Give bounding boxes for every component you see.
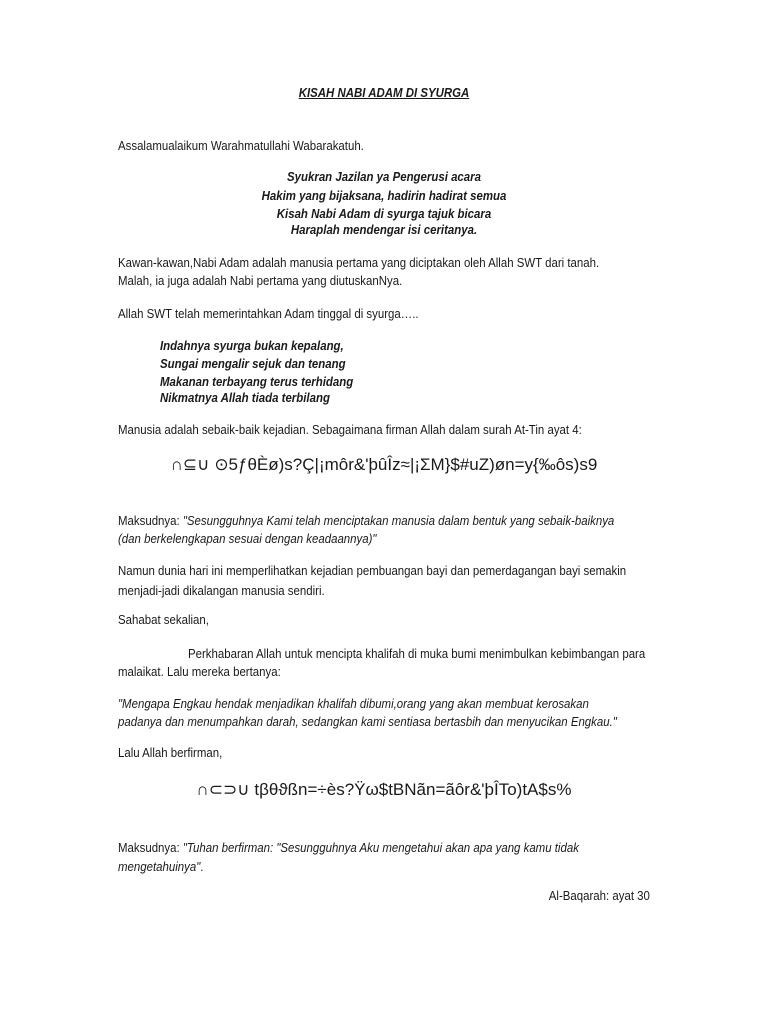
pantun-opening-line: Kisah Nabi Adam di syurga tajuk bicara [276,206,492,221]
pantun-opening-line: Hakim yang bijaksana, hadirin hadirat semua [261,188,507,203]
pantun-opening-line: Syukran Jazilan ya Pengerusi acara [287,169,481,184]
maksud-line [118,840,579,856]
arabic-verse-at-tin: ∩⊆∪ ⊙5ƒθÈø)s?Ç|¡môr&'þûÎz≈|¡ΣM}$#uZ)øn=y{‰ôs)s9 [170,455,598,474]
pantun-syurga-line: Sungai mengalir sejuk dan tenang [160,356,346,371]
sahabat-text: Sahabat sekalian, [118,612,209,627]
maksud-translation: mengetahuinya" [118,859,201,874]
paragraph-line: menjadi-jadi dikalangan manusia sendiri. [118,583,325,598]
pantun-syurga-line: Nikmatnya Allah tiada terbilang [160,390,330,405]
paragraph-line: Malah, ia juga adalah Nabi pertama yang diutuskanNya. [118,273,403,288]
lalu-text: Lalu Allah berfirman, [118,745,223,760]
maksud-period: . [200,859,204,874]
paragraph-line: Namun dunia hari ini memperlihatkan kejadian pembuangan bayi dan pemerdagangan bayi semakin [118,563,627,578]
pantun-opening-line: Haraplah mendengar isi ceritanya. [290,222,478,237]
pantun-syurga-line: Indahnya syurga bukan kepalang, [160,338,344,353]
arabic-verse-al-baqarah: ∩⊂⊃∪ tβθϑßn=÷ès?Ÿω$tΒNãn=ãôr&'þÎTo)tA$s% [196,780,572,799]
paragraph-text: Allah SWT telah memerintahkan Adam tinggal di syurga….. [118,306,419,321]
maksud-line [118,513,614,529]
paragraph-line: Perkhabaran Allah untuk mencipta khalifah di muka bumi menimbulkan kebimbangan para [188,646,646,661]
maksud-translation-line [118,859,203,875]
quote-line: "Mengapa Engkau hendak menjadikan khalifah dibumi,orang yang akan membuat kerosakan [118,696,589,711]
document-title: KISAH NABI ADAM DI SYURGA [298,85,470,100]
maksud-label: Maksudnya: [118,840,183,855]
maksud-label: Maksudnya: [118,513,183,528]
pantun-syurga-line: Makanan terbayang terus terhidang [160,374,354,389]
paragraph-line: Kawan-kawan,Nabi Adam adalah manusia pertama yang diciptakan oleh Allah SWT dari tanah. [118,255,600,270]
maksud-translation: "Sesungguhnya Kami telah menciptakan manusia dalam bentuk yang sebaik-baiknya [182,513,615,528]
surah-citation: Al-Baqarah: ayat 30 [548,888,650,903]
greeting-text: Assalamualaikum Warahmatullahi Wabarakatuh. [118,138,364,153]
paragraph-text: Manusia adalah sebaik-baik kejadian. Sebagaimana firman Allah dalam surah At-Tin ayat 4: [118,422,582,437]
quote-line: padanya dan menumpahkan darah, sedangkan kami sentiasa bertasbih dan menyucikan Engkau." [118,714,617,729]
maksud-translation: "Tuhan berfirman: "Sesungguhnya Aku mengetahui akan apa yang kamu tidak [182,840,579,855]
paragraph-line: malaikat. Lalu mereka bertanya: [118,664,281,679]
maksud-translation-line: (dan berkelengkapan sesuai dengan keadaannya)" [118,531,377,546]
